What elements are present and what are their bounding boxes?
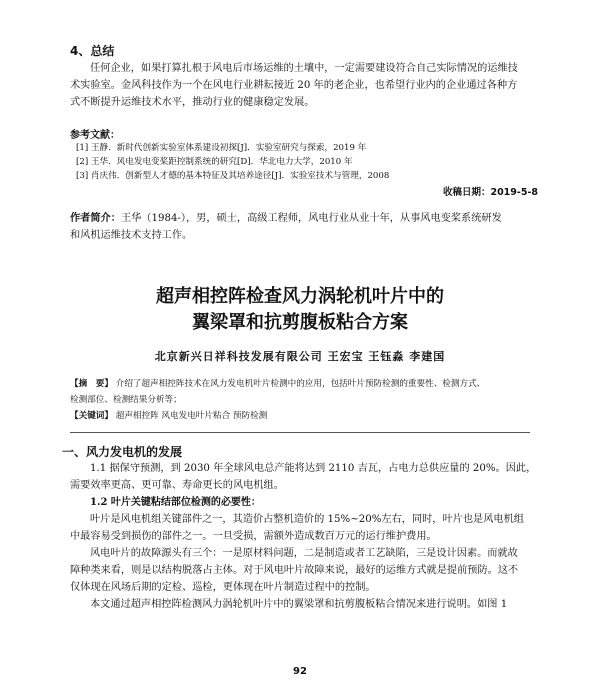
keywords-label: 【关键词】 [70, 411, 113, 421]
abstract-divider [70, 432, 530, 433]
abstract-label: 【摘 要】 [70, 379, 113, 389]
section-1-body [70, 460, 540, 613]
section-4-heading: 4、总结 [70, 44, 115, 58]
received-date: 收稿日期：2019-5-8 [442, 187, 538, 198]
page-number: 92 [293, 666, 307, 677]
references-list [76, 141, 536, 183]
section-4-line: 式不断提升运维技术水平，推动行业的健康稳定发展。 [70, 97, 315, 108]
author-bio-label: 作者简介： [70, 213, 121, 224]
section-4-body [70, 60, 540, 111]
section-1-line: 障种类来看，则是以结构脱落占主体。对于风电叶片故障来说，最好的运维方式就是提前预防。这不 [70, 565, 519, 576]
article-title-line-1: 超声相控阵检查风力涡轮机叶片中的 [156, 286, 444, 307]
reference-item: [2] 王华．风电发电变桨距控制系统的研究[D]．华北电力大学，2010 年 [76, 157, 353, 167]
section-1-line: 中最容易受到损伤的部件之一。一旦受损，需额外造成数百万元的运行维护费用。 [70, 531, 437, 542]
keywords-text: 超声相控阵 风电发电叶片粘合 预防检测 [115, 411, 268, 421]
section-4-line: 任何企业，如果打算扎根于风电后市场运维的土壤中，一定需要建设符合自己实际情况的运维技 [90, 63, 518, 74]
section-1-line: 仅体现在风场后期的定检、巡检，更体现在叶片制造过程中的控制。 [70, 582, 376, 593]
abstract-block [70, 376, 540, 424]
reference-item: [3] 肖庆伟．创新型人才德的基本特征及其培养途径[J]．实验室技术与管理，2008 [76, 171, 390, 181]
author-bio-line: 王华（1984-），男，硕士，高级工程师，风电行业从业十年，从事风电变桨系统研发 [120, 213, 502, 224]
reference-item: [1] 王静．新时代创新实验室体系建设初探[J]．实验室研究与探索，2019 年 [76, 143, 367, 153]
abstract-text: 检测部位、检测结果分析等； [70, 395, 182, 405]
section-1-line: 需要效率更高、更可靠、寿命更长的风电机组。 [70, 480, 284, 491]
references-title: 参考文献： [70, 130, 120, 141]
section-4-line: 术实验室。金风科技作为一个在风电行业耕耘接近 20 年的老企业，也希望行业内的企业通过各种方 [70, 80, 518, 91]
section-1-line: 风电叶片的故障源头有三个：一是原材料问题，二是制造或者工艺缺陷，三是设计因素。而就故 [90, 548, 518, 559]
section-1-line: 1.1 据保守预测，到 2030 年全球风电总产能将达到 2110 吉瓦，占电力总供应量的 20%。因此， [90, 463, 537, 474]
section-1-line: 叶片是风电机组关键部件之一，其造价占整机造价的 15%~20%左右，同时，叶片也是风电机组 [90, 514, 524, 525]
abstract-text: 介绍了超声相控阵技术在风力发电机叶片检测中的应用，包括叶片预防检测的重要性、检测方式、 [115, 379, 486, 389]
subsection-heading: 1.2 叶片关键粘结部位检测的必要性： [90, 497, 261, 508]
author-bio-line: 和风机运维技术支持工作。 [70, 230, 193, 241]
section-1-heading: 一、风力发电机的发展 [62, 445, 183, 459]
article-byline: 北京新兴日祥科技发展有限公司 王宏宝 王钰淼 李建国 [154, 350, 446, 363]
article-title-line-2: 翼梁罩和抗剪腹板粘合方案 [192, 312, 408, 333]
author-bio [70, 210, 540, 244]
section-1-line: 本文通过超声相控阵检测风力涡轮机叶片中的翼梁罩和抗剪腹板粘合情况来进行说明。如图 1 [90, 599, 508, 610]
